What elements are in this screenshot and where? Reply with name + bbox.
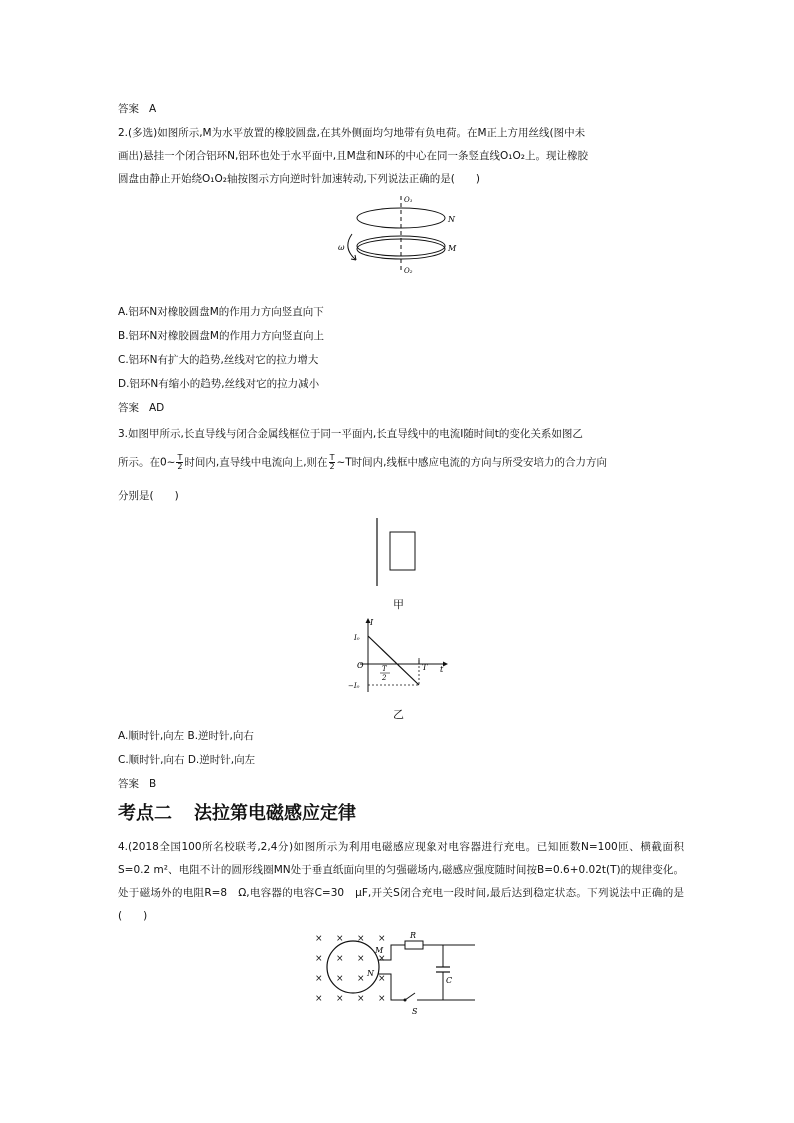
label-origin: O [357, 661, 364, 670]
q3-answer [118, 777, 156, 791]
svg-text:×: × [378, 954, 386, 964]
fraction-denominator: 2 [177, 462, 183, 471]
svg-text:×: × [336, 954, 344, 964]
q3-line-2-part-a: 所示。在0~ [118, 456, 176, 469]
switch-s [405, 993, 415, 1000]
svg-text:×: × [357, 934, 365, 944]
label-o1: O₁ [404, 196, 413, 204]
q2-line-2: 画出)悬挂一个闭合铝环N,铝环也处于水平面中,且M盘和N环的中心在同一条竖直线O₁O₂上。现让橡胶 [118, 150, 588, 162]
q2-line-1: 2.(多选)如图所示,M为水平放置的橡胶圆盘,在其外侧面均匀地带有负电荷。在M正上方用丝线(图中未 [118, 127, 586, 139]
label-neg-i0: −I₀ [348, 682, 360, 690]
answer-value: AD [149, 402, 165, 414]
current-line [368, 636, 419, 685]
label-period: T [422, 663, 428, 672]
q2-disk-ring-figure [330, 190, 470, 280]
switch-pivot [404, 999, 407, 1002]
svg-text:×: × [357, 954, 365, 964]
q2-answer [118, 401, 164, 415]
label-n: N [448, 215, 455, 224]
answer-label: 答案 [118, 778, 139, 790]
label-m: M [448, 244, 457, 253]
svg-text:×: × [378, 934, 386, 944]
answer-label: 答案 [118, 103, 139, 115]
t-axis-arrow [443, 662, 448, 667]
q2-option-a: A.铝环N对橡胶圆盘M的作用力方向竖直向下 [118, 306, 324, 318]
q3-line-1: 3.如图甲所示,长直导线与闭合金属线框位于同一平面内,长直导线中的电流I随时间t的变化关系如图乙 [118, 428, 583, 440]
svg-text:×: × [378, 994, 386, 1004]
label-r: R [410, 931, 417, 940]
label-n: N [367, 969, 374, 978]
fraction-denominator: 2 [329, 462, 335, 471]
q3-current-time-graph [340, 614, 460, 696]
svg-text:×: × [315, 954, 323, 964]
fraction-numerator: T [329, 453, 335, 462]
svg-text:×: × [336, 934, 344, 944]
svg-text:×: × [315, 974, 323, 984]
section-heading [118, 803, 378, 825]
q2-line-3: 圆盘由静止开始绕O₁O₂轴按图示方向逆时针加速转动,下列说法正确的是( ) [118, 173, 480, 185]
label-t-axis: t [440, 665, 444, 674]
svg-text:×: × [336, 994, 344, 1004]
q3-line-2-part-c: ~T时间内,线框中感应电流的方向与所受安培力的合力方向 [336, 456, 608, 469]
q3-line-3: 分别是( ) [118, 490, 179, 502]
label-s: S [412, 1007, 418, 1016]
q2-option-d: D.铝环N有缩小的趋势,丝线对它的拉力减小 [118, 378, 320, 390]
q3-options-line-2: C.顺时针,向右 D.逆时针,向左 [118, 754, 256, 766]
label-i-axis: I [370, 618, 374, 627]
answer-value: A [149, 103, 157, 115]
svg-text:×: × [336, 974, 344, 984]
q2-option-c: C.铝环N有扩大的趋势,丝线对它的拉力增大 [118, 354, 319, 366]
label-i0: I₀ [354, 634, 360, 642]
q3-line-2-part-b: 时间内,直导线中电流向上,则在 [184, 456, 328, 469]
svg-text:×: × [357, 994, 365, 1004]
answer-label: 答案 [118, 402, 139, 414]
fraction-t-over-2 [329, 454, 336, 471]
label-c: C [446, 976, 453, 985]
svg-text:×: × [378, 974, 386, 984]
fraction-t-over-2 [176, 454, 183, 471]
figure-caption-yi: 乙 [393, 708, 404, 721]
label-half-period-num: T [382, 665, 387, 673]
svg-text:×: × [315, 994, 323, 1004]
resistor-r [405, 941, 423, 949]
coil-mn [327, 941, 379, 993]
metal-loop [390, 532, 415, 570]
section-title: 法拉第电磁感应定律 [194, 803, 356, 824]
q4-text: 4.(2018全国100所名校联考,2,4分)如图所示为利用电磁感应现象对电容器进行充电。已知匝数N=100匝、横截面积S=0.2 m²、电阻不计的圆形线圈MN处于垂直纸面向里的匀强磁场内,磁感应强度随时间按B=0.6+0.02t(T)的规律变化。处于磁场外的电阻R=8 Ω,电容器的电容C=30 μF,开关S闭合充电一段时间,最后达到稳定状态。下列说法中正确的是( ) [118, 841, 684, 922]
answer-value: B [149, 778, 157, 790]
label-omega: ω [338, 243, 345, 252]
svg-text:×: × [357, 974, 365, 984]
answer-1 [118, 102, 156, 116]
q3-options-line-1: A.顺时针,向左 B.逆时针,向右 [118, 730, 254, 742]
svg-text:×: × [315, 934, 323, 944]
section-number: 考点二 [118, 803, 172, 824]
q2-option-b: B.铝环N对橡胶圆盘M的作用力方向竖直向上 [118, 330, 324, 342]
label-o2: O₂ [404, 267, 413, 275]
label-half-period-den: 2 [382, 674, 387, 682]
q3-line-2 [118, 454, 607, 471]
q3-wire-loop-figure [368, 516, 428, 588]
q4-circuit-figure [305, 930, 485, 1020]
fraction-numerator: T [177, 453, 183, 462]
figure-caption-jia: 甲 [393, 598, 404, 611]
magnetic-field-crosses [315, 934, 386, 1004]
label-m: M [375, 946, 384, 955]
